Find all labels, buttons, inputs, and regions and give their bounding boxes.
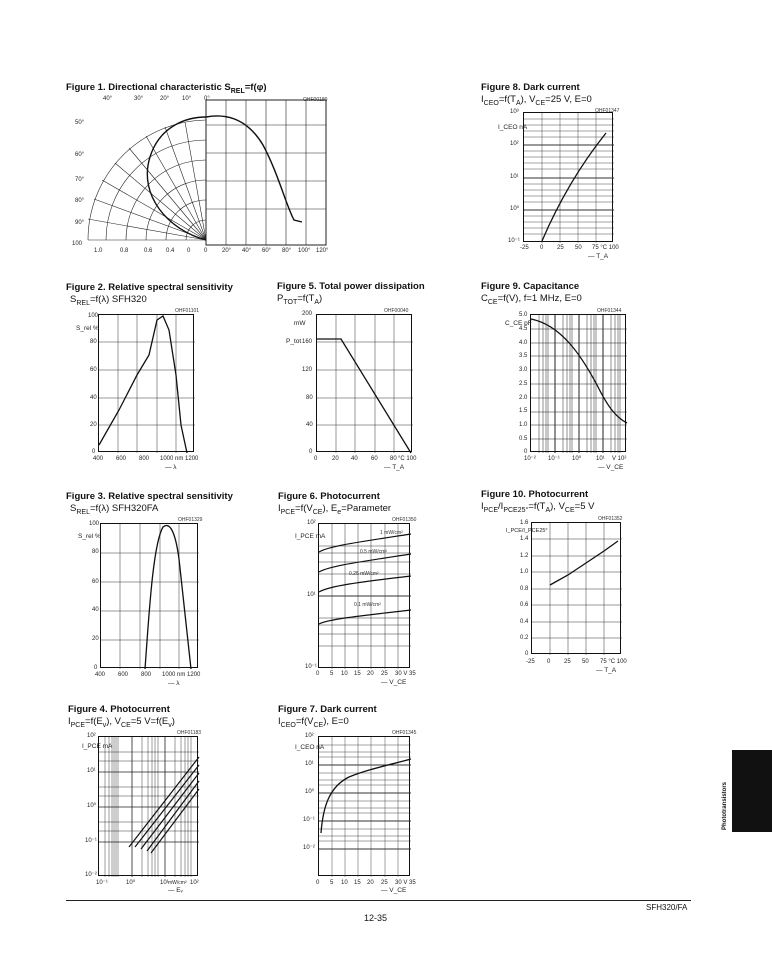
f4-x0: 10⁰ (126, 880, 136, 886)
figure-5-subtitle: $P_{TOT}=f(T_A)$ (277, 293, 323, 306)
f8-x50: 50 (575, 245, 582, 251)
f8-y3: 10³ (510, 109, 519, 115)
figure-8-plot (523, 112, 613, 242)
f9-y25: 2.5 (519, 381, 528, 387)
f3-x400: 400 (95, 672, 106, 678)
f1-br-60: 60° (262, 248, 272, 254)
figure-4-ylabel: I_PCE mA (82, 743, 113, 750)
f4-x1: 10¹ (160, 880, 169, 886)
f7-xlabel: — V_CE (381, 887, 407, 894)
f8-x25: 25 (557, 245, 564, 251)
f3-y0: 0 (94, 665, 98, 671)
f6-xlabel: — V_CE (381, 679, 407, 686)
f3-y20: 20 (92, 636, 99, 642)
f9-y15: 1.5 (519, 408, 528, 414)
f1-angle-30: 30° (134, 96, 144, 102)
figure-10-code: OHF01352 (598, 516, 623, 522)
f3-x800: 800 (141, 672, 152, 678)
f3-y100: 100 (89, 521, 100, 527)
f1-br-40: 40° (242, 248, 252, 254)
f9-x-1: 10⁻¹ (548, 456, 560, 462)
f7-y-1: 10⁻¹ (303, 817, 315, 823)
f10-y0: 0 (525, 651, 529, 657)
figure-2-ylabel: S_rel % (76, 325, 99, 332)
figure-7-ylabel: I_CEO nA (295, 744, 325, 751)
f1-b-06: 0.6 (144, 248, 153, 254)
f2-x600: 600 (116, 456, 127, 462)
f8-xlabel: — T_A (588, 253, 609, 260)
f5-x0: 0 (314, 456, 318, 462)
figure-3-title: Figure 3. Relative spectral sensitivity (66, 491, 233, 502)
f9-xlabel: — V_CE (598, 464, 624, 471)
f6-x0: 0 (316, 671, 320, 677)
f9-y0: 0 (524, 449, 528, 455)
figure-6-code: OHF01350 (392, 517, 417, 523)
f1-br-100: 100° (298, 248, 311, 254)
f9-x2: V 10² (612, 456, 627, 462)
f5-x80: 80 (390, 456, 397, 462)
f9-y40: 4.0 (519, 340, 528, 346)
f4-y0: 10⁰ (87, 803, 97, 809)
f9-y45: 4.5 (519, 326, 528, 332)
f1-angle-0: 0° (204, 96, 210, 102)
figure-7-code: OHF01345 (392, 730, 417, 736)
f1-tick-60: 60° (75, 152, 85, 158)
f5-y40: 40 (306, 422, 313, 428)
figure-9-code: OHF01344 (597, 308, 622, 314)
f3-y60: 60 (92, 579, 99, 585)
f4-xunit: mW/cm² (168, 880, 187, 886)
f7-x5: 5 (330, 880, 334, 886)
f10-y06: 0.6 (520, 602, 529, 608)
f2-y40: 40 (90, 395, 97, 401)
f2-x400: 400 (93, 456, 104, 462)
figure-9-title: Figure 9. Capacitance (481, 281, 580, 292)
figure-9-plot (530, 314, 626, 452)
f6-x5: 5 (330, 671, 334, 677)
f3-y40: 40 (92, 607, 99, 613)
f4-y2: 10² (87, 733, 96, 739)
figure-7-plot (318, 736, 410, 876)
figure-10-ylabel: I_PCE/I_PCE25° (506, 528, 548, 534)
f10-y12: 1.2 (520, 553, 529, 559)
figure-8-subtitle: $I_{CEO}=f(T_A)$, $V_{CE}=25$ V, E=0 (481, 94, 592, 107)
f2-x1000: 1000 nm 1200 (160, 456, 199, 462)
figure-8-title: Figure 8. Dark current (481, 82, 580, 93)
f1-angle-20: 20° (160, 96, 170, 102)
f6-x15: 15 (354, 671, 361, 677)
f1-tick-90: 90° (75, 220, 85, 226)
figure-6-subtitle: $I_{PCE}=f(V_{CE})$, $E_e=Parameter$ (278, 503, 392, 516)
f1-b-08: 0.8 (120, 248, 129, 254)
f1-br-0: 0 (204, 248, 208, 254)
section-tab (732, 750, 772, 832)
f1-br-120: 120° (316, 248, 329, 254)
figure-1-plot (88, 95, 328, 245)
f10-x0: 0 (547, 659, 551, 665)
f4-x-1: 10⁻¹ (96, 880, 108, 886)
f5-x60: 60 (371, 456, 378, 462)
figure-4-title: Figure 4. Photocurrent (68, 704, 170, 715)
f9-x1: 10¹ (596, 456, 605, 462)
figure-3-ylabel: S_rel % (78, 533, 101, 540)
figure-6-title: Figure 6. Photocurrent (278, 491, 380, 502)
f5-y160: 160 (302, 339, 313, 345)
f10-x50: 50 (582, 659, 589, 665)
f4-y-1: 10⁻¹ (85, 838, 97, 844)
f9-y35: 3.5 (519, 353, 528, 359)
figure-2-title: Figure 2. Relative spectral sensitivity (66, 282, 233, 293)
f6-param-025: 0.25 mW/cm² (349, 571, 379, 577)
f8-y0: 10⁰ (510, 206, 520, 212)
f9-x0: 10⁰ (572, 456, 582, 462)
figure-10-subtitle: $I_{PCE}/I_{PCE25^\circ}=f(T_A)$, $V_{CE}=5$ V (481, 501, 595, 514)
figure-8-code: OHF01347 (595, 108, 620, 114)
f10-x75: 75 °C 100 (600, 659, 627, 665)
f1-br-20: 20° (222, 248, 232, 254)
f4-x2: 10² (190, 880, 199, 886)
f7-x30: 30 V 35 (395, 880, 416, 886)
f10-xlabel: — T_A (596, 667, 617, 674)
f6-param-05: 0.5 mW/cm² (360, 549, 387, 555)
f1-angle-40: 40° (103, 96, 113, 102)
figure-3-subtitle: $S_{REL}=f(\lambda)$ SFH320FA (70, 503, 159, 516)
f9-y50: 5.0 (519, 312, 528, 318)
f9-y20: 2.0 (519, 395, 528, 401)
figure-9-subtitle: $C_{CE}=f(V)$, f=1 MHz, E=0 (481, 293, 582, 306)
figure-1-graphic (88, 95, 328, 245)
figure-2-subtitle: $S_{REL}=f(\lambda)$ SFH320 (70, 294, 147, 307)
f10-y04: 0.4 (520, 619, 529, 625)
figure-10-title: Figure 10. Photocurrent (481, 489, 589, 500)
figure-5-code: OHF00040 (384, 308, 409, 314)
figure-4-subtitle: $I_{PCE}=f(E_v)$, $V_{CE}=5$ $V=f(E_v)$ (68, 716, 175, 729)
figure-10-plot (531, 522, 621, 654)
f7-y-2: 10⁻² (303, 845, 315, 851)
f3-xlabel: — λ (168, 680, 180, 687)
f10-y16: 1.6 (520, 520, 529, 526)
f5-y120: 120 (302, 367, 313, 373)
f7-x10: 10 (341, 880, 348, 886)
page-number: 12-35 (364, 913, 388, 923)
f6-x30: 30 V 35 (395, 671, 416, 677)
figure-4-plot (98, 736, 198, 876)
f10-y08: 0.8 (520, 586, 529, 592)
figure-2-code: OHF01101 (175, 308, 200, 314)
f2-xlabel: — λ (165, 464, 177, 471)
f5-y0: 0 (309, 449, 313, 455)
f7-y1: 10¹ (305, 761, 314, 767)
f1-tick-80: 80° (75, 198, 85, 204)
f1-tick-100: 100 (72, 241, 83, 247)
figure-7-subtitle: $I_{CEO}=f(V_{CE})$, E=0 (278, 716, 349, 729)
f1-tick-50: 50° (75, 120, 85, 126)
f4-xlabel: — Eᵥ (168, 887, 183, 894)
f9-y05: 0.5 (519, 436, 528, 442)
figure-7-title: Figure 7. Dark current (278, 704, 377, 715)
f8-y1: 10¹ (510, 174, 519, 180)
f8-x-25: -25 (520, 245, 529, 251)
f9-y30: 3.0 (519, 367, 528, 373)
f4-y-2: 10⁻² (85, 872, 97, 878)
f9-x-2: 10⁻² (524, 456, 536, 462)
figure-1-code: OHF00180 (303, 97, 328, 103)
f8-y-1: 10⁻¹ (508, 238, 520, 244)
figure-5-ylabel: P_tot (286, 338, 302, 345)
f9-y10: 1.0 (519, 422, 528, 428)
f5-y200: 200 (302, 311, 313, 317)
figure-6-ylabel: I_PCE mA (295, 533, 326, 540)
f6-x25: 25 (381, 671, 388, 677)
f8-x75: 75 °C 100 (592, 245, 619, 251)
f5-x100: °C 100 (398, 456, 417, 462)
f5-y80: 80 (306, 395, 313, 401)
f7-y0: 10⁰ (305, 789, 315, 795)
figure-1-title: Figure 1. Directional characteristic $S_{REL}=f(\varphi)$ (66, 82, 267, 95)
f2-y60: 60 (90, 367, 97, 373)
footer-rule (66, 900, 691, 901)
figure-5-plot (316, 314, 412, 452)
f8-y2: 10² (510, 141, 519, 147)
f6-x20: 20 (367, 671, 374, 677)
figure-3-code: OHF01329 (178, 517, 203, 523)
f2-x800: 800 (139, 456, 150, 462)
f10-x-25: -25 (526, 659, 535, 665)
f10-y14: 1.4 (520, 536, 529, 542)
figure-4-code: OHF01183 (177, 730, 202, 736)
figure-3-plot (100, 523, 198, 668)
f6-param-01: 0.1 mW/cm² (354, 602, 381, 608)
f1-angle-10: 10° (182, 96, 192, 102)
f3-x600: 600 (118, 672, 129, 678)
f10-x25: 25 (564, 659, 571, 665)
f1-tick-70: 70° (75, 177, 85, 183)
f3-y80: 80 (92, 549, 99, 555)
f7-x25: 25 (381, 880, 388, 886)
figure-5-title: Figure 5. Total power dissipation (277, 281, 425, 292)
f5-x20: 20 (332, 456, 339, 462)
f3-x1000: 1000 nm 1200 (162, 672, 201, 678)
f1-br-80: 80° (282, 248, 292, 254)
f6-param-1: 1 mW/cm² (380, 530, 403, 536)
f5-xlabel: — T_A (384, 464, 405, 471)
figure-5-yunit: mW (294, 320, 306, 327)
f10-y10: 1.0 (520, 569, 529, 575)
f1-b-04: 0.4 (166, 248, 175, 254)
part-number: SFH320/FA (646, 903, 688, 912)
f7-x20: 20 (367, 880, 374, 886)
f6-y2: 10² (307, 520, 316, 526)
f1-b-0: 0 (187, 248, 191, 254)
f2-y0: 0 (92, 449, 96, 455)
f2-y20: 20 (90, 422, 97, 428)
f5-x40: 40 (351, 456, 358, 462)
f7-y2: 10² (305, 733, 314, 739)
figure-6-plot (318, 523, 410, 668)
f1-b-1: 1.0 (94, 248, 103, 254)
f7-x15: 15 (354, 880, 361, 886)
f6-x10: 10 (341, 671, 348, 677)
figure-2-plot (98, 314, 194, 452)
f7-x0: 0 (316, 880, 320, 886)
f6-y-1: 10⁻¹ (305, 664, 317, 670)
f2-y100: 100 (88, 313, 99, 319)
f4-y1: 10¹ (87, 768, 96, 774)
figure-9-ylabel: C_CE pF (505, 320, 532, 327)
figure-8-ylabel: I_CEO nA (498, 124, 528, 131)
section-tab-label: Phototransistors (722, 781, 728, 830)
f8-x0: 0 (540, 245, 544, 251)
f10-y02: 0.2 (520, 635, 529, 641)
f2-y80: 80 (90, 339, 97, 345)
f6-y1: 10¹ (307, 592, 316, 598)
